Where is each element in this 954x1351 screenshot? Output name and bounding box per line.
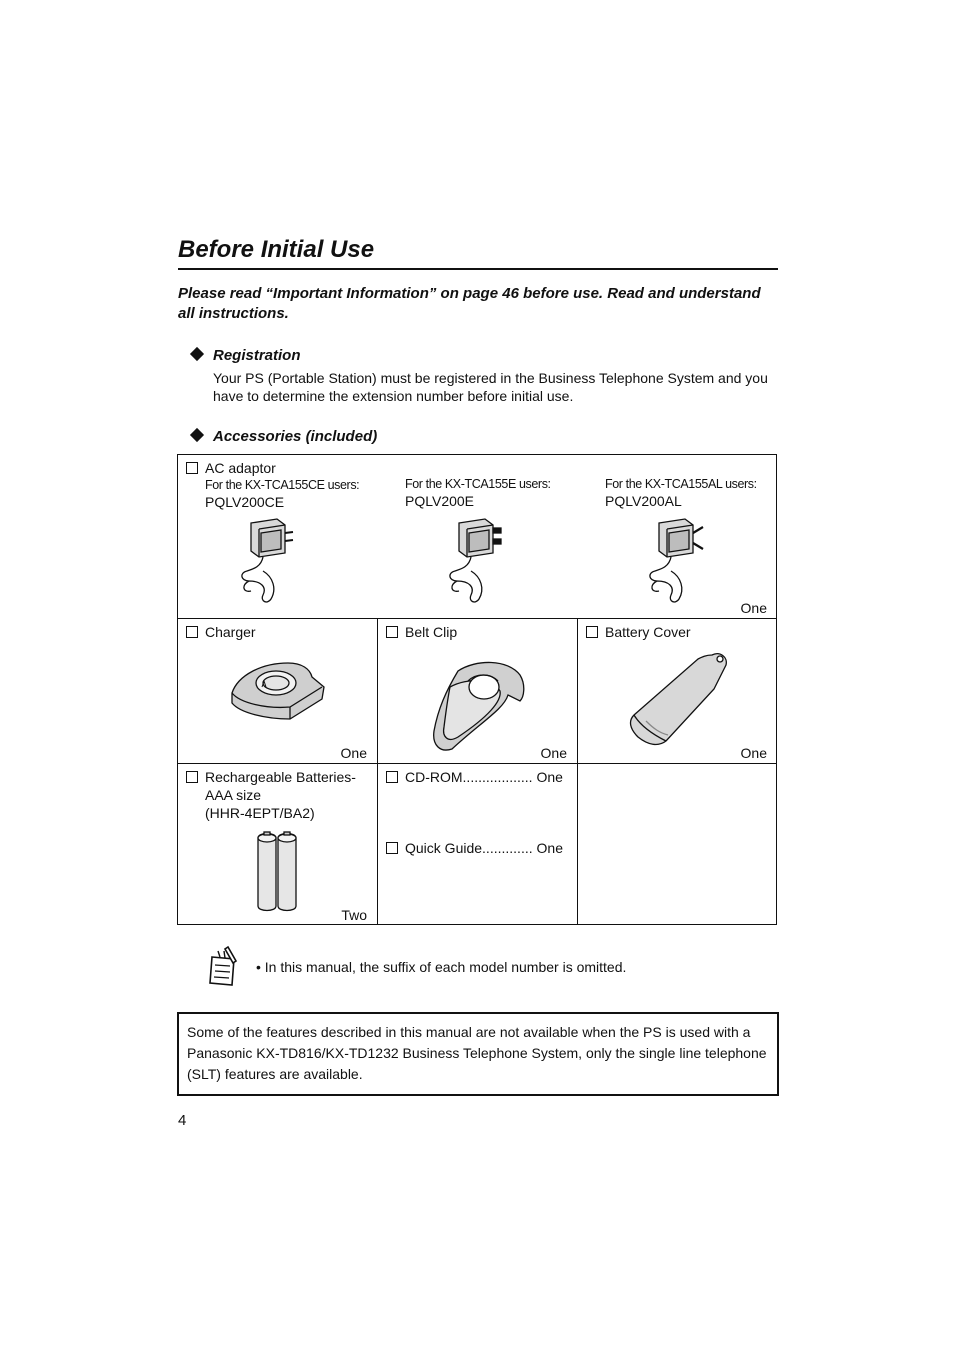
page-number: 4 (178, 1112, 187, 1129)
ac-adaptor-ce-illustration (233, 515, 313, 607)
boxed-notice-text: Some of the features described in this manual are not available when the PS is used with a Panasonic KX-TD816/KX-TD1232 Business Telephone System, only the single line telephone (SLT) features are available. (187, 1024, 767, 1082)
diamond-bullet-icon (190, 347, 204, 361)
charger-quantity: One (340, 745, 367, 761)
battery-cover-quantity: One (740, 745, 767, 761)
registration-body: Your PS (Portable Station) must be registered in the Business Telephone System and you have to determine the extension number before initial use. (213, 370, 768, 404)
batteries-label-line2: AAA size (205, 787, 262, 803)
boxed-notice (177, 1012, 779, 1096)
batteries-label-line3: (HHR-4EPT/BA2) (205, 805, 315, 821)
intro-text: Please read “Important Information” on page 46 before use. Read and understand all instructions. (178, 285, 761, 322)
charger-illustration (226, 657, 336, 727)
ac-variant-note: For the KX-TCA155CE users: (205, 478, 360, 492)
checkbox-icon (186, 626, 198, 638)
battery-cover-label: Battery Cover (586, 623, 691, 641)
cd-rom-quantity: One (536, 769, 563, 785)
ac-variant-model: PQLV200AL (605, 493, 682, 509)
checkbox-icon (386, 842, 398, 854)
accessories-table (177, 454, 777, 925)
ac-variant-note: For the KX-TCA155E users: (405, 477, 551, 491)
accessories-heading (192, 427, 377, 447)
ac-adaptor-label: AC adaptor (186, 459, 276, 477)
note-text: • In this manual, the suffix of each model number is omitted. (256, 959, 627, 975)
ac-adaptor-e-illustration (441, 515, 521, 607)
notepad-pencil-icon (206, 945, 244, 989)
batteries-quantity: Two (341, 907, 367, 923)
diamond-bullet-icon (190, 428, 204, 442)
belt-clip-illustration (428, 657, 528, 753)
ac-variant-model: PQLV200CE (205, 494, 285, 510)
checkbox-icon (386, 626, 398, 638)
batteries-label: Rechargeable Batteries- (186, 768, 356, 786)
quick-guide-quantity: One (536, 840, 563, 856)
ac-adaptor-quantity: One (740, 600, 767, 616)
registration-heading (192, 346, 301, 366)
charger-label: Charger (186, 623, 256, 641)
quick-guide-label: Quick Guide............. One (386, 839, 563, 857)
checkbox-icon (386, 771, 398, 783)
checkbox-icon (186, 462, 198, 474)
checkbox-icon (186, 771, 198, 783)
title-rule (178, 268, 778, 270)
belt-clip-quantity: One (540, 745, 567, 761)
belt-clip-label: Belt Clip (386, 623, 457, 641)
registration-heading-label: Registration (213, 347, 301, 364)
battery-cover-illustration (626, 647, 736, 747)
batteries-illustration (256, 830, 300, 914)
ac-variant-model: PQLV200E (405, 493, 475, 509)
table-divider (577, 619, 578, 925)
ac-adaptor-al-illustration (641, 515, 721, 607)
ac-variant-note: For the KX-TCA155AL users: (605, 477, 757, 491)
checkbox-icon (586, 626, 598, 638)
page-title: Before Initial Use (178, 236, 375, 263)
accessories-heading-label: Accessories (included) (213, 428, 378, 445)
table-divider (377, 619, 378, 925)
table-divider (178, 763, 776, 764)
table-divider (178, 618, 776, 619)
cd-rom-label: CD-ROM.................. One (386, 768, 563, 786)
